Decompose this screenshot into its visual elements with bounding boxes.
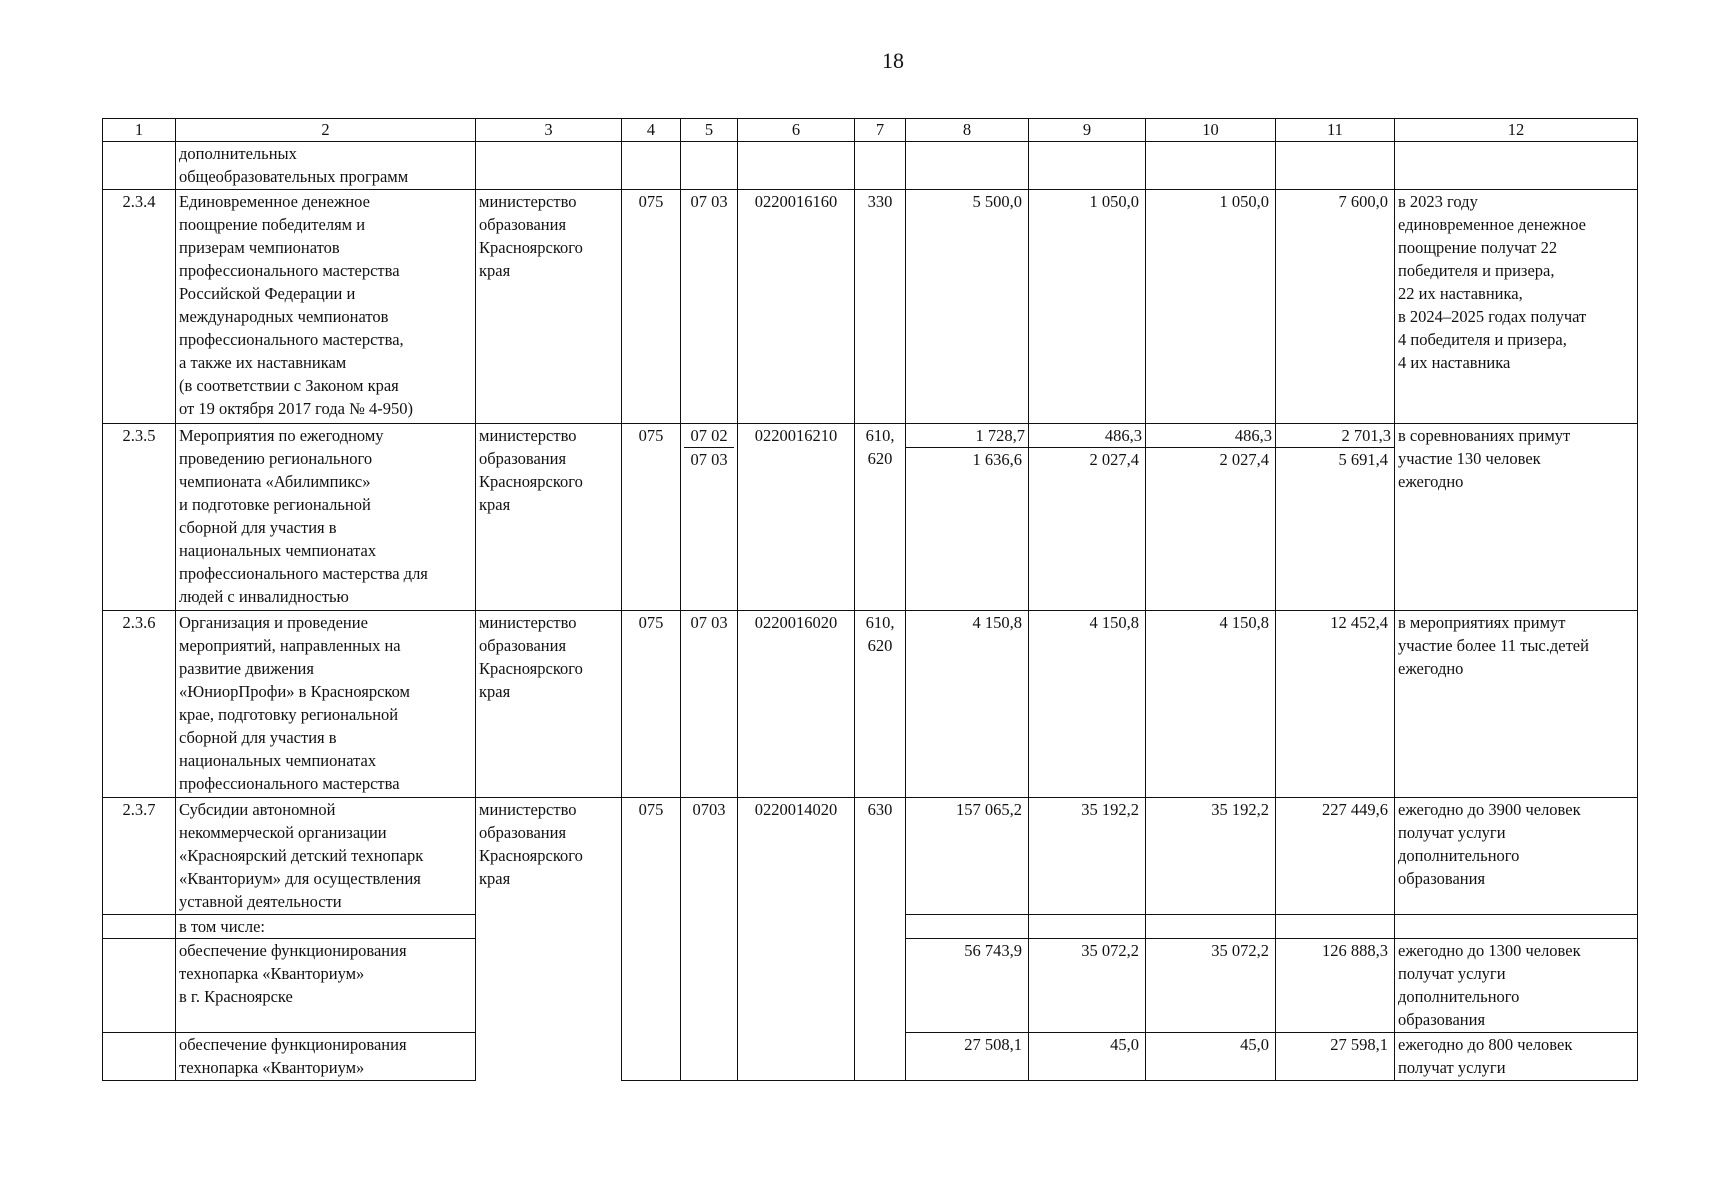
amount-2024: 4 150,8 bbox=[1029, 611, 1146, 798]
amount-2024: 1 050,0 bbox=[1029, 190, 1146, 424]
target-article-code: 0220016210 bbox=[738, 424, 855, 611]
amount-line: 486,3 bbox=[1146, 424, 1276, 448]
column-header: 1 bbox=[103, 119, 176, 142]
amount-2025: 1 050,0 bbox=[1146, 190, 1276, 424]
amount-total: 7 600,0 bbox=[1276, 190, 1395, 424]
target-article-code: 0220014020 bbox=[738, 798, 855, 1081]
expense-type-code: 630 bbox=[855, 798, 906, 1081]
table-row bbox=[103, 190, 1638, 424]
expected-result: ежегодно до 800 человек получат услуги bbox=[1395, 1033, 1638, 1081]
column-numbers-row bbox=[103, 119, 1638, 142]
table-row bbox=[103, 424, 1638, 611]
amount-line: 2 027,4 bbox=[1089, 450, 1139, 469]
expected-result: в 2023 году единовременное денежное поощрение получат 22 победителя и призера, 22 их наставника, в 2024–2025 годах получат 4 победителя и призера, 4 их наставника bbox=[1395, 190, 1638, 424]
section-code bbox=[681, 424, 738, 611]
section-code: 0703 bbox=[681, 798, 738, 1081]
activity-name: Организация и проведение мероприятий, направленных на развитие движения «ЮниорПрофи» в Красноярском крае, подготовку региональной сборной для участия в национальных чемпионатах профессионального мастерства bbox=[176, 611, 476, 798]
amount-2023 bbox=[906, 424, 1029, 611]
activity-name: обеспечение функционирования технопарка «Кванториум» bbox=[176, 1033, 476, 1081]
amount-2024: 45,0 bbox=[1029, 1033, 1146, 1081]
column-header: 6 bbox=[738, 119, 855, 142]
column-header: 4 bbox=[622, 119, 681, 142]
activity-name: Мероприятия по ежегодному проведению регионального чемпионата «Абилимпикс» и подготовке региональной сборной для участия в национальных чемпионатах профессионального мастерства для людей с инвалидностью bbox=[176, 424, 476, 611]
page-number: 18 bbox=[882, 48, 904, 73]
column-header: 10 bbox=[1146, 119, 1276, 142]
administrator: министерство образования Красноярского края bbox=[476, 798, 622, 1081]
table-row bbox=[103, 142, 1638, 190]
target-article-code: 0220016160 bbox=[738, 190, 855, 424]
activity-name: обеспечение функционирования технопарка «Кванториум» в г. Красноярске bbox=[176, 939, 476, 1033]
column-header: 12 bbox=[1395, 119, 1638, 142]
grbs-code: 075 bbox=[622, 190, 681, 424]
amount-2025 bbox=[1146, 424, 1276, 611]
column-header: 9 bbox=[1029, 119, 1146, 142]
column-header: 7 bbox=[855, 119, 906, 142]
expense-type-code: 610, 620 bbox=[855, 611, 906, 798]
amount-total: 227 449,6 bbox=[1276, 798, 1395, 915]
amount-line: 2 027,4 bbox=[1219, 450, 1269, 469]
grbs-code: 075 bbox=[622, 798, 681, 1081]
amount-line: 1 636,6 bbox=[972, 450, 1022, 469]
amount-line: 2 701,3 bbox=[1276, 424, 1395, 448]
amount-2024: 35 192,2 bbox=[1029, 798, 1146, 915]
row-number: 2.3.7 bbox=[103, 798, 176, 915]
row-number: 2.3.6 bbox=[103, 611, 176, 798]
expected-result: в соревнованиях примут участие 130 человек ежегодно bbox=[1395, 424, 1638, 611]
row-number: 2.3.5 bbox=[103, 424, 176, 611]
amount-line: 5 691,4 bbox=[1338, 450, 1388, 469]
column-header: 3 bbox=[476, 119, 622, 142]
amount-total bbox=[1276, 424, 1395, 611]
table-row bbox=[103, 798, 1638, 915]
expected-result: в мероприятиях примут участие более 11 тыс.детей ежегодно bbox=[1395, 611, 1638, 798]
amount-2023: 157 065,2 bbox=[906, 798, 1029, 915]
amount-2024: 35 072,2 bbox=[1029, 939, 1146, 1033]
expected-result: ежегодно до 1300 человек получат услуги дополнительного образования bbox=[1395, 939, 1638, 1033]
administrator: министерство образования Красноярского края bbox=[476, 190, 622, 424]
section-code: 07 03 bbox=[681, 190, 738, 424]
expense-type-code: 330 bbox=[855, 190, 906, 424]
amount-line: 486,3 bbox=[1029, 424, 1146, 448]
column-header: 2 bbox=[176, 119, 476, 142]
column-header: 11 bbox=[1276, 119, 1395, 142]
amount-2025: 45,0 bbox=[1146, 1033, 1276, 1081]
section-code-line: 07 03 bbox=[690, 450, 728, 469]
amount-total: 126 888,3 bbox=[1276, 939, 1395, 1033]
amount-2023: 4 150,8 bbox=[906, 611, 1029, 798]
subtotal-label: в том числе: bbox=[176, 915, 476, 939]
amount-line: 1 728,7 bbox=[906, 424, 1029, 448]
grbs-code: 075 bbox=[622, 611, 681, 798]
amount-2023: 27 508,1 bbox=[906, 1033, 1029, 1081]
administrator: министерство образования Красноярского края bbox=[476, 424, 622, 611]
amount-2024 bbox=[1029, 424, 1146, 611]
activity-name: дополнительных общеобразовательных программ bbox=[176, 142, 476, 190]
column-header: 5 bbox=[681, 119, 738, 142]
target-article-code: 0220016020 bbox=[738, 611, 855, 798]
activity-name: Субсидии автономной некоммерческой организации «Красноярский детский технопарк «Кванториум» для осуществления уставной деятельности bbox=[176, 798, 476, 915]
amount-total: 12 452,4 bbox=[1276, 611, 1395, 798]
expense-type-code: 610, 620 bbox=[855, 424, 906, 611]
program-activities-table bbox=[102, 118, 1638, 1081]
amount-2025: 4 150,8 bbox=[1146, 611, 1276, 798]
table-row bbox=[103, 611, 1638, 798]
amount-2023: 5 500,0 bbox=[906, 190, 1029, 424]
row-number: 2.3.4 bbox=[103, 190, 176, 424]
amount-2025: 35 072,2 bbox=[1146, 939, 1276, 1033]
activity-name: Единовременное денежное поощрение победителям и призерам чемпионатов профессионального мастерства Российской Федерации и международных чемпионатов профессионального мастерства, а также их наставникам (в соответствии с Законом края от 19 октября 2017 года № 4-950) bbox=[176, 190, 476, 424]
amount-2025: 35 192,2 bbox=[1146, 798, 1276, 915]
section-code-line: 07 02 bbox=[684, 424, 734, 448]
administrator: министерство образования Красноярского края bbox=[476, 611, 622, 798]
amount-total: 27 598,1 bbox=[1276, 1033, 1395, 1081]
amount-2023: 56 743,9 bbox=[906, 939, 1029, 1033]
section-code: 07 03 bbox=[681, 611, 738, 798]
column-header: 8 bbox=[906, 119, 1029, 142]
grbs-code: 075 bbox=[622, 424, 681, 611]
expected-result: ежегодно до 3900 человек получат услуги дополнительного образования bbox=[1395, 798, 1638, 915]
